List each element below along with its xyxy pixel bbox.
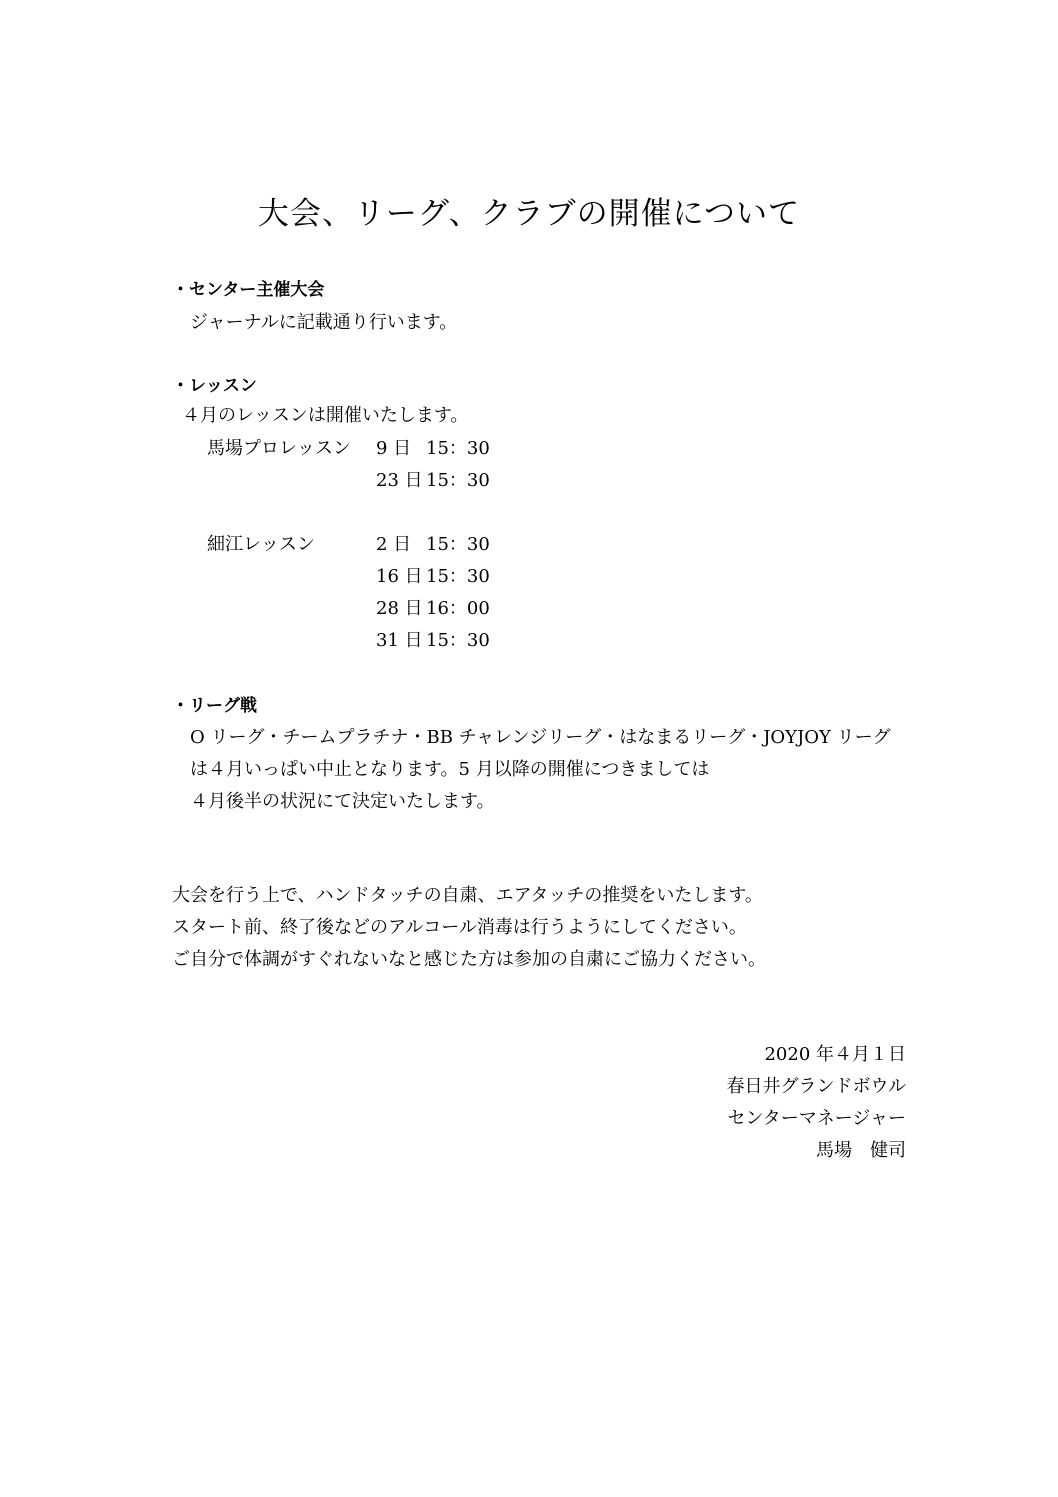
schedule-row	[376, 629, 490, 653]
page-title: 大会、リーグ、クラブの開催について	[257, 196, 801, 232]
schedule-time: 15：30	[426, 566, 490, 587]
notice-line: 大会を行う上で、ハンドタッチの自粛、エアタッチの推奨をいたします。	[172, 885, 763, 906]
signature-role: センターマネージャー	[727, 1108, 906, 1129]
schedule-day: 23 日	[376, 470, 423, 491]
tournament-heading: ・センター主催大会	[172, 280, 325, 300]
schedule-row	[376, 533, 490, 557]
schedule-day: 2 日	[376, 534, 412, 555]
lesson-intro: ４月のレッスンは開催いたします。	[182, 405, 469, 426]
notice-line: ご自分で体調がすぐれないなと感じた方は参加の自粛にご協力ください。	[172, 949, 766, 970]
schedule-day: 9 日	[376, 438, 412, 459]
schedule-day: 28 日	[376, 598, 423, 619]
schedule-row	[376, 469, 490, 493]
signature-date: 2020 年４月１日	[764, 1044, 906, 1065]
league-heading: ・リーグ戦	[172, 696, 257, 716]
lesson-heading: ・レッスン	[172, 376, 257, 396]
tournament-body: ジャーナルに記載通り行います。	[190, 312, 458, 333]
schedule-row	[376, 437, 490, 461]
signature-org: 春日井グランドボウル	[726, 1076, 906, 1097]
schedule-time: 15：30	[426, 534, 490, 555]
league-line: は４月いっぱい中止となります。5 月以降の開催につきましては	[190, 759, 710, 780]
league-line: ４月後半の状況にて決定いたします。	[190, 791, 495, 812]
schedule-time: 15：30	[426, 470, 490, 491]
schedule-row	[376, 565, 490, 589]
schedule-row	[376, 597, 490, 621]
notice-line: スタート前、終了後などのアルコール消毒は行うようにしてください。	[172, 917, 747, 938]
schedule-time: 15：30	[426, 438, 490, 459]
league-line: O リーグ・チームプラチナ・BB チャレンジリーグ・はなまるリーグ・JOYJOY リーグ	[190, 727, 891, 748]
hosoe-lesson-label: 細江レッスン	[207, 534, 315, 555]
schedule-day: 31 日	[376, 630, 423, 651]
schedule-time: 15：30	[426, 630, 490, 651]
baba-lesson-label: 馬場プロレッスン	[207, 438, 351, 459]
schedule-time: 16：00	[426, 598, 490, 619]
schedule-day: 16 日	[376, 566, 423, 587]
signature-name: 馬場 健司	[816, 1140, 906, 1161]
